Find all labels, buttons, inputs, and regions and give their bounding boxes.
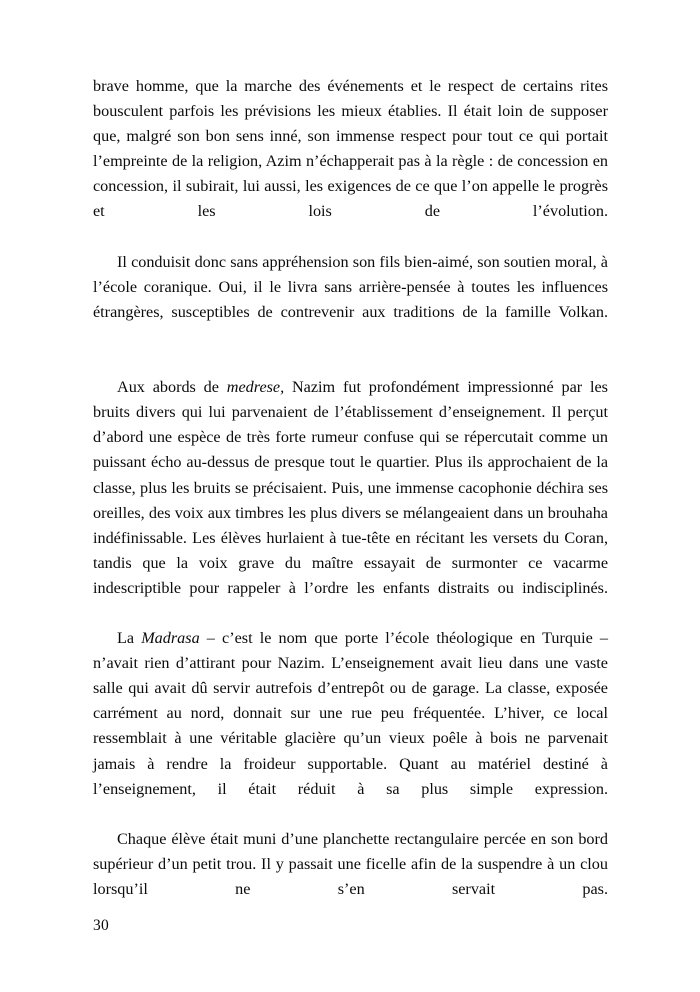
text-run: Aux abords de: [117, 378, 227, 397]
body-paragraph: [93, 74, 608, 250]
page-number: 30: [93, 917, 109, 934]
text-run: – c’est le nom que porte l’école théologique en Turquie – n’avait rien d’attirant pour Nazim. L’enseignement avait lieu dans une vaste salle qui avait dû servir autrefois d’entrepôt ou de garage. La classe, exposée carrément au nord, donnait sur une rue peu fréquentée. L’hiver, ce local ressemblait à une véritable glacière qu’un vieux poêle à bois ne parvenait jamais à rendre la froideur supportable. Quant au matériel destiné à l’enseignement, il était réduit à sa plus simple expression.: [93, 629, 608, 798]
text-run: La: [117, 629, 142, 648]
body-paragraph: [93, 250, 608, 350]
body-paragraph: [93, 626, 608, 827]
body-paragraph: [93, 827, 608, 927]
italic-term: Madrasa: [141, 629, 200, 648]
italic-term: medrese,: [226, 378, 285, 397]
text-run: Il conduisit donc sans appréhension son fils bien-aimé, son soutien moral, à l’école coranique. Oui, il le livra sans arrière-pensée à toutes les influences étrangères, susceptibles de contrevenir aux traditions de la famille Volkan.: [93, 252, 608, 321]
text-run: brave homme, que la marche des événements et le respect de certains rites bousculent parfois les prévisions les mieux établies. Il était loin de supposer que, malgré son bon sens inné, son immense respect pour tout ce qui portait l’empreinte de la religion, Azim n’échapperait pas à la règle : de concession en concession, il subirait, lui aussi, les exigences de ce que l’on appelle le progrès et les lois de l’évolution.: [93, 77, 608, 221]
body-paragraph: [93, 375, 608, 626]
text-run: Nazim fut profondément impressionné par les bruits divers qui lui parvenaient de l’établissement d’enseignement. Il perçut d’abord une espèce de très forte rumeur confuse qui se répercutait comme un puissant écho au-dessus de presque tout le quartier. Plus ils approchaient de la classe, plus les bruits se précisaient. Puis, une immense cacophonie déchira ses oreilles, des voix aux timbres les plus divers se mélangeaient dans un brouhaha indéfinissable. Les élèves hurlaient à tue-tête en récitant les versets du Coran, tandis que la voix grave du maître essayait de surmonter ce vacarme indescriptible pour rappeler à l’ordre les enfants distraits ou indisciplinés.: [93, 378, 608, 597]
page-body-text: [93, 74, 608, 927]
text-run: Chaque élève était muni d’une planchette rectangulaire percée en son bord supérieur d’un petit trou. Il y passait une ficelle afin de la suspendre à un clou lorsqu’il ne s’en servait pas.: [93, 829, 608, 898]
